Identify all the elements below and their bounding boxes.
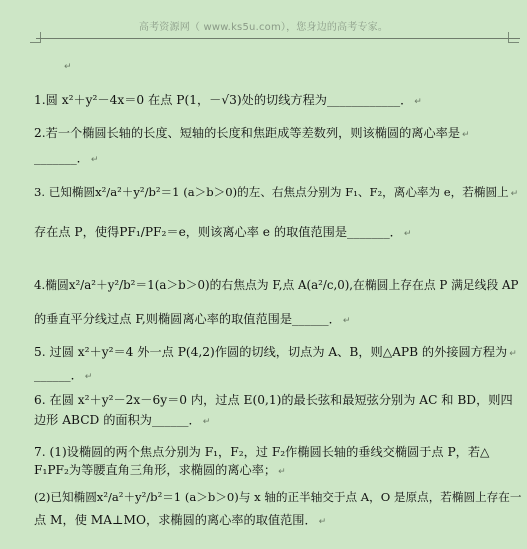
problem-5-line-2 <box>34 367 520 385</box>
problem-3-line-1 <box>34 184 520 202</box>
problem-2-line-2 <box>34 150 520 168</box>
return-mark-icon: ↵ <box>202 417 211 427</box>
problem-7-line-1 <box>34 444 520 460</box>
problem-5-text-a: 5. 过圆 x²＋y²＝4 外一点 P(4,2)作圆的切线，切点为 A、B，则△APB 的外接圆方程为 <box>34 345 508 359</box>
problem-6-line-1 <box>34 392 520 408</box>
problem-4-text-b: 的垂直平分线过点 F,则椭圆离心率的取值范围是______． <box>34 312 341 326</box>
header-rule <box>36 38 520 39</box>
return-mark-icon: ↵ <box>403 229 412 239</box>
return-mark-icon: ↵ <box>342 316 351 326</box>
return-mark-icon: ↵ <box>84 372 93 382</box>
return-mark-icon: ↵ <box>90 155 99 165</box>
problem-7-line-3 <box>34 489 520 505</box>
problem-5-text-b: ______． <box>34 368 83 382</box>
problem-7-text-d: 点 M，使 MA⊥MO，求椭圆的离心率的取值范围． <box>34 513 317 527</box>
return-mark-icon: ↵ <box>64 62 72 72</box>
problem-7-text-c: (2)已知椭圆x²/a²＋y²/b²＝1 (a＞b＞0)与 x 轴的正半轴交于点 A，O 是原点，若椭圆上存在一 <box>34 490 522 504</box>
problem-7-text-a: 7. (1)设椭圆的两个焦点分别为 F₁，F₂，过 F₂作椭圆长轴的垂线交椭圆于点 P，若△ <box>34 445 490 459</box>
problem-7-line-2 <box>34 462 520 480</box>
return-mark-icon: ↵ <box>510 189 519 199</box>
problem-1-text: 1.圆 x²＋y²－4x＝0 在点 P(1，－√3)处的切线方程为____________． <box>34 93 413 107</box>
return-mark-icon: ↵ <box>462 130 470 140</box>
return-mark-icon: ↵ <box>509 349 517 359</box>
problem-2-text-b: _______． <box>34 151 89 165</box>
problem-4-text-a: 4.椭圆x²/a²＋y²/b²＝1(a＞b＞0)的右焦点为 F,点 A(a²/c,0),在椭圆上存在点 P 满足线段 AP <box>34 278 519 292</box>
problem-3-line-2 <box>34 224 520 242</box>
problem-6-text-b: 边形 ABCD 的面积为______． <box>34 413 201 427</box>
problem-7-text-b: F₁PF₂为等腰直角三角形，求椭圆的离心率； <box>34 463 277 477</box>
problem-7-line-4 <box>34 512 520 530</box>
return-mark-icon: ↵ <box>318 517 327 527</box>
problem-1 <box>34 92 520 110</box>
problem-5-line-1 <box>34 344 520 362</box>
return-mark-icon: ↵ <box>278 467 286 477</box>
problem-3-text-a: 3. 已知椭圆x²/a²＋y²/b²＝1 (a＞b＞0)的左、右焦点分别为 F₁、F₂，离心率为 e，若椭圆上 <box>34 185 509 199</box>
problem-4-line-2 <box>34 311 520 329</box>
problem-3-text-b: 存在点 P，使得PF₁/PF₂＝e，则该离心率 e 的取值范围是_______． <box>34 225 402 239</box>
return-mark-icon: ↵ <box>414 97 422 107</box>
problem-2-line-1 <box>34 125 520 143</box>
problem-6-text-a: 6. 在圆 x²＋y²－2x－6y＝0 内，过点 E(0,1)的最长弦和最短弦分别为 AC 和 BD，则四 <box>34 393 513 407</box>
header-watermark: 高考资源网（ www.ks5u.com），您身边的高考专家。 <box>138 22 389 33</box>
problem-6-line-2 <box>34 412 520 430</box>
problem-4-line-1 <box>34 277 520 293</box>
problem-2-text-a: 2.若一个椭圆长轴的长度、短轴的长度和焦距成等差数列，则该椭圆的离心率是 <box>34 126 461 140</box>
